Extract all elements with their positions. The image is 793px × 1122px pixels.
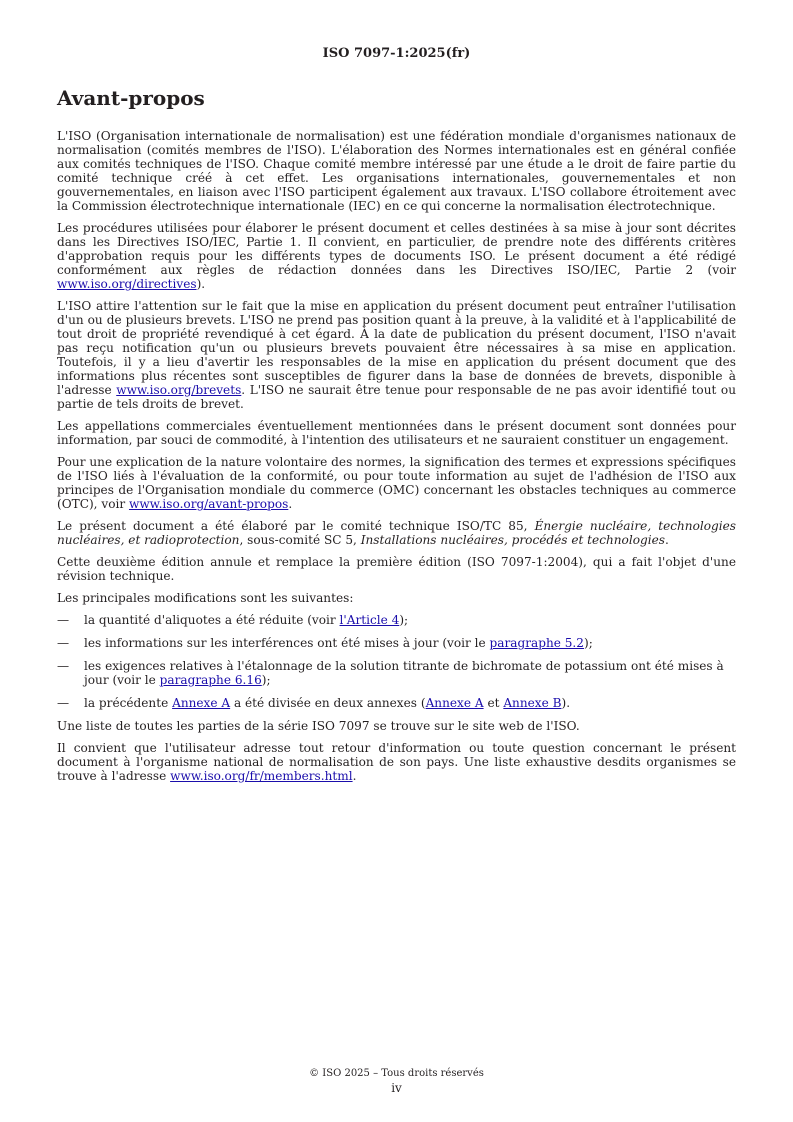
paragraph-text: Les procédures utilisées pour élaborer le présent document et celles destinées à sa mise à jour sont décrites dans les Directives ISO/IEC, Partie 1. Il convient, en particulier, de prendre note des différents critères d'approbation requis pour les différents types de documents ISO. Le présent document a été rédigé conformément aux règles de rédaction données dans les Directives ISO/IEC, Partie 2 (voir bbox=[57, 221, 736, 277]
paragraph-text-end: . bbox=[352, 769, 357, 783]
list-item bbox=[57, 636, 736, 650]
annex-a-link[interactable]: Annexe A bbox=[425, 696, 484, 710]
list-item-end: ). bbox=[561, 696, 571, 710]
list-item-text-mid: a été divisée en deux annexes ( bbox=[230, 696, 426, 710]
paragraph-directives bbox=[57, 221, 736, 291]
paragraph-text-end: . L'ISO ne saurait être tenue pour responsable de ne pas avoir identifié tout ou partie de tels droits de brevet. bbox=[57, 383, 736, 411]
list-item-text: la précédente bbox=[84, 696, 173, 710]
committee-title: Énergie nucléaire, technologies nucléaires, et radioprotection bbox=[57, 519, 736, 547]
patents-link[interactable]: www.iso.org/brevets bbox=[116, 383, 242, 397]
dash-marker: — bbox=[57, 613, 70, 627]
paragraph-iso-intro: L'ISO (Organisation internationale de normalisation) est une fédération mondiale d'organismes nationaux de normalisation (comités membres de l'ISO). L'élaboration des Normes internationales est en général confiée aux comités techniques de l'ISO. Chaque comité membre intéressé par une étude a le droit de faire partie du comité technique créé à cet effet. Les organisations internationales, gouvernementales et non gouvernementales, en liaison avec l'ISO participent également aux travaux. L'ISO collabore étroitement avec la Commission électrotechnique internationale (IEC) en ce qui concerne la normalisation électrotechnique. bbox=[57, 129, 736, 213]
subcommittee-title: Installations nucléaires, procédés et technologies bbox=[360, 533, 665, 547]
paragraph-series: Une liste de toutes les parties de la série ISO 7097 se trouve sur le site web de l'ISO. bbox=[57, 719, 580, 733]
annex-b-link[interactable]: Annexe B bbox=[503, 696, 562, 710]
list-item bbox=[57, 613, 736, 627]
paragraph-changes-intro: Les principales modifications sont les suivantes: bbox=[57, 591, 354, 605]
changes-list bbox=[57, 613, 736, 710]
list-item-end: ); bbox=[261, 673, 271, 687]
paragraph-text-end: ). bbox=[196, 277, 206, 291]
paragraph-committee bbox=[57, 519, 736, 547]
members-link[interactable]: www.iso.org/fr/members.html bbox=[170, 769, 353, 783]
paragraph-patents bbox=[57, 299, 736, 411]
list-item-text-mid: et bbox=[483, 696, 504, 710]
paragraph-voluntary-nature bbox=[57, 455, 736, 511]
list-item-end: ); bbox=[583, 636, 593, 650]
article-4-link[interactable]: l'Article 4 bbox=[339, 613, 400, 627]
dash-marker: — bbox=[57, 636, 70, 650]
paragraph-text: Le présent document a été élaboré par le comité technique ISO/TC 85, bbox=[57, 519, 535, 533]
foreword-body bbox=[57, 129, 736, 791]
list-item-end: ); bbox=[399, 613, 409, 627]
paragraph-trade-names: Les appellations commerciales éventuellement mentionnées dans le présent document sont données pour information, par souci de commodité, à l'intention des utilisateurs et ne sauraient constituer un engagement. bbox=[57, 419, 736, 447]
paragraph-text-mid: , sous-comité SC 5, bbox=[239, 533, 361, 547]
paragraph-text: L'ISO attire l'attention sur le fait que la mise en application du présent document peut entraîner l'utilisation d'un ou de plusieurs brevets. L'ISO ne prend pas position quant à la preuve, à la validité et à l'applicabilité de tout droit de propriété revendiqué à cet égard. À la date de publication du présent document, l'ISO n'avait pas reçu notification qu'un ou plusieurs brevets pouvaient être nécessaires à sa mise en application. Toutefois, il y a lieu d'avertir les responsables de la mise en application du présent document que des informations plus récentes sont susceptibles de figurer dans la base de données de brevets, disponible à l'adresse bbox=[57, 299, 736, 397]
page-number: iv bbox=[391, 1081, 402, 1095]
list-item-text: les exigences relatives à l'étalonnage de la solution titrante de bichromate de potassium ont été mises à jour (voir le bbox=[84, 659, 724, 687]
paragraph-feedback bbox=[57, 741, 736, 783]
paragraph-6-16-link[interactable]: paragraphe 6.16 bbox=[159, 673, 262, 687]
list-item bbox=[57, 696, 736, 710]
paragraph-text-end: . bbox=[288, 497, 293, 511]
paragraph-5-2-link[interactable]: paragraphe 5.2 bbox=[489, 636, 584, 650]
paragraph-edition: Cette deuxième édition annule et remplace la première édition (ISO 7097-1:2004), qui a fait l'objet d'une révision technique. bbox=[57, 555, 736, 583]
page-footer bbox=[0, 1066, 793, 1096]
list-item-text: la quantité d'aliquotes a été réduite (voir bbox=[84, 613, 340, 627]
paragraph-text: Il convient que l'utilisateur adresse tout retour d'information ou toute question concernant le présent document à l'organisme national de normalisation de son pays. Une liste exhaustive desdits organismes se trouve à l'adresse bbox=[57, 741, 736, 783]
document-id-header: ISO 7097-1:2025(fr) bbox=[322, 46, 471, 61]
copyright-notice: © ISO 2025 – Tous droits réservés bbox=[309, 1068, 484, 1079]
previous-annex-a-link[interactable]: Annexe A bbox=[172, 696, 231, 710]
directives-link[interactable]: www.iso.org/directives bbox=[57, 277, 197, 291]
foreword-link[interactable]: www.iso.org/avant-propos bbox=[128, 497, 289, 511]
page-title: Avant-propos bbox=[57, 86, 205, 110]
dash-marker: — bbox=[57, 659, 70, 673]
dash-marker: — bbox=[57, 696, 70, 710]
paragraph-text-end: . bbox=[664, 533, 669, 547]
paragraph-text: Pour une explication de la nature volontaire des normes, la signification des termes et expressions spécifiques de l'ISO liés à l'évaluation de la conformité, ou pour toute information au sujet de l'adhésion de l'ISO aux principes de l'Organisation mondiale du commerce (OMC) concernant les obstacles techniques au commerce (OTC), voir bbox=[57, 455, 736, 511]
list-item-text: les informations sur les interférences ont été mises à jour (voir le bbox=[84, 636, 490, 650]
list-item bbox=[57, 659, 736, 687]
